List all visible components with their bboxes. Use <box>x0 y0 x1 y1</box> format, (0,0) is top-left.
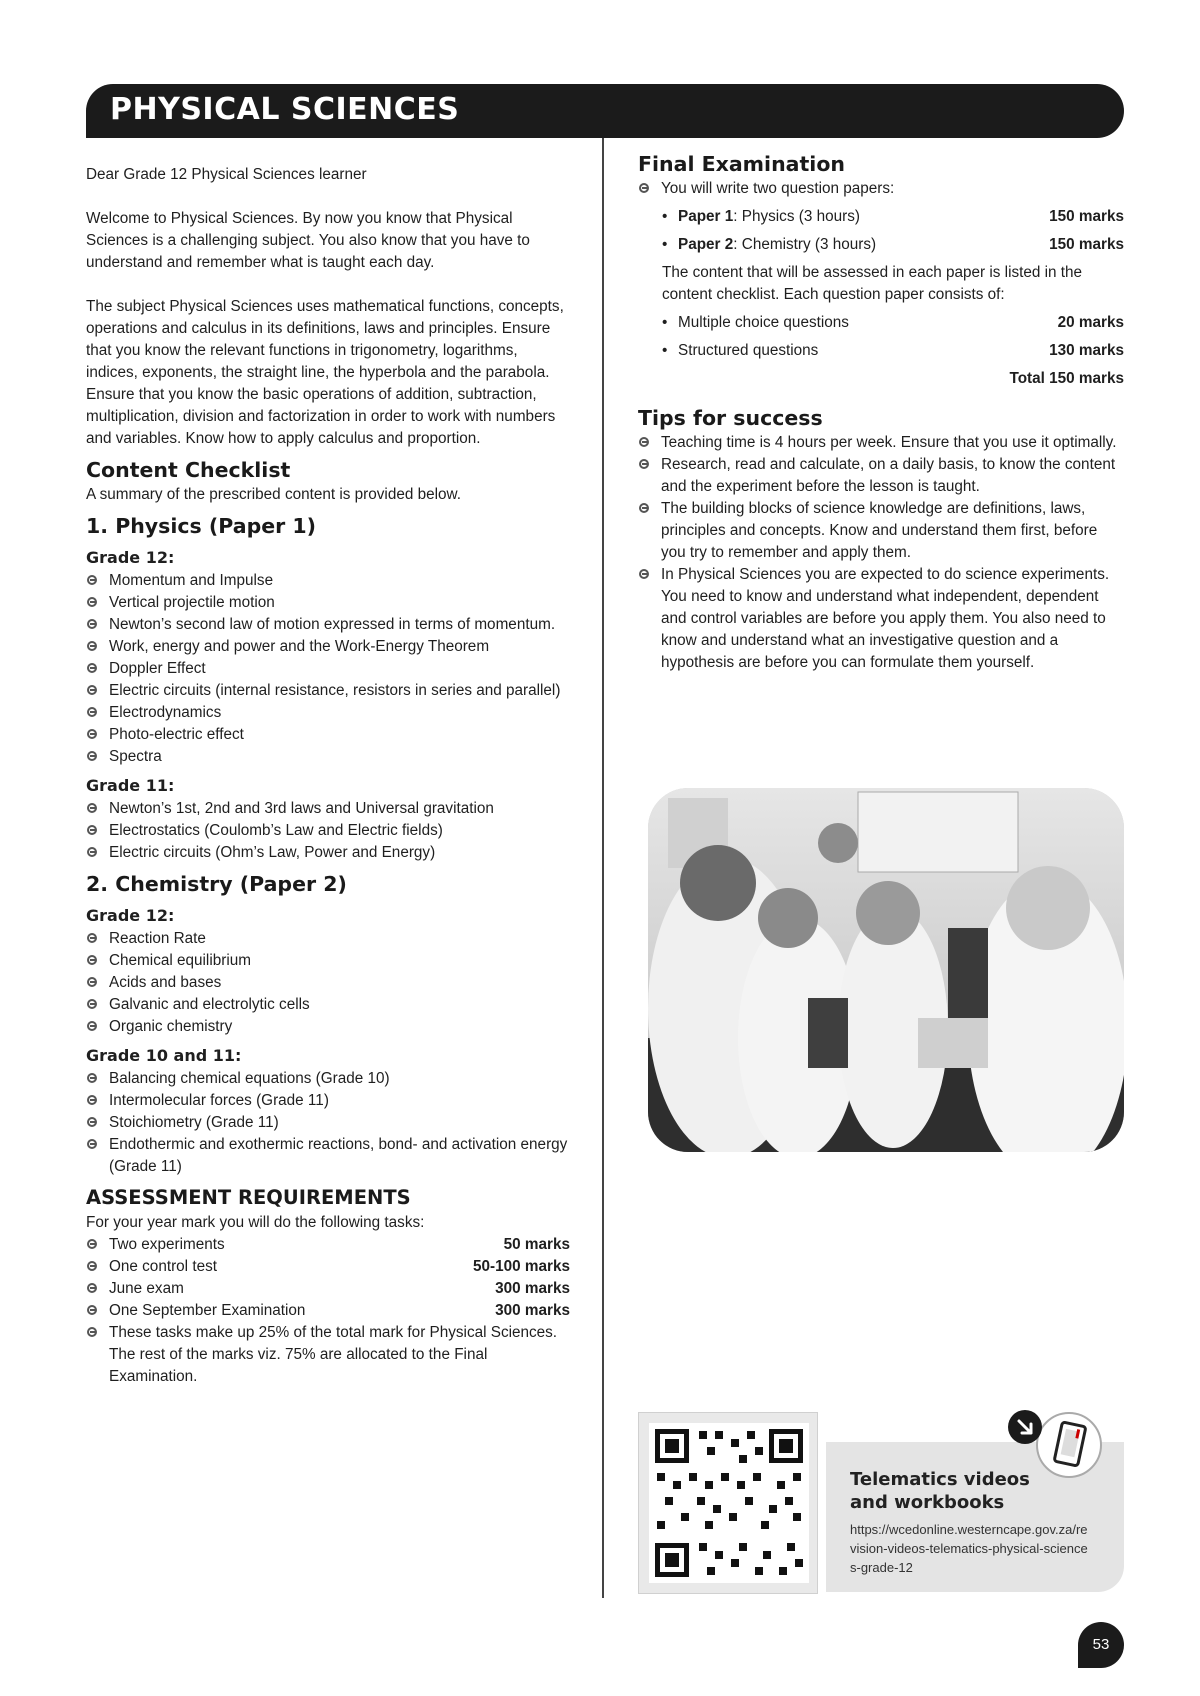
title-banner <box>86 84 1124 138</box>
task-marks: 300 marks <box>495 1302 570 1319</box>
qr-code[interactable] <box>638 1412 818 1594</box>
paper-name: Paper 2 <box>678 236 734 253</box>
content-note: The content that will be assessed in each paper is listed in the content checklist. Each question paper consists of: <box>662 264 1083 303</box>
task-row <box>86 1278 570 1300</box>
paper-marks: 150 marks <box>1049 236 1124 253</box>
intro-paragraph-2: The subject Physical Sciences uses mathematical functions, concepts, operations and calculus in its definitions, laws and principles. Ensure that you know the relevant functions in trigonometry, logarithms, indices, exponents, the straight line, the hyperbola and the parabola. Ensure that you know the basic operations of addition, subtraction, multiplication, division and factorization in order to work with numbers and variables. Know how to apply calculus and proportion. <box>86 298 564 447</box>
total-marks: Total 150 marks <box>1009 370 1124 387</box>
paper-row <box>662 206 1124 228</box>
chemistry-grade12-list <box>86 928 570 1038</box>
task-marks: 300 marks <box>495 1280 570 1297</box>
list-item: Electrodynamics <box>86 702 570 724</box>
list-item: Chemical equilibrium <box>86 950 570 972</box>
task-marks: 50-100 marks <box>473 1258 570 1275</box>
list-item: Acids and bases <box>86 972 570 994</box>
paper-list <box>638 206 1124 256</box>
list-item: Organic chemistry <box>86 1016 570 1038</box>
question-type-marks: 20 marks <box>1057 314 1124 331</box>
assessment-intro: For your year mark you will do the following tasks: <box>86 1214 425 1231</box>
question-type-marks: 130 marks <box>1049 342 1124 359</box>
physics-heading: 1. Physics (Paper 1) <box>86 514 317 538</box>
list-item: Newton’s second law of motion expressed in terms of momentum. <box>86 614 570 636</box>
list-item: Balancing chemical equations (Grade 10) <box>86 1068 570 1090</box>
content-checklist-heading: Content Checklist <box>86 458 291 482</box>
final-exam-intro: You will write two question papers: <box>638 178 1124 200</box>
tips-heading: Tips for success <box>638 406 823 430</box>
question-type-list <box>638 312 1124 362</box>
list-item: Galvanic and electrolytic cells <box>86 994 570 1016</box>
tablet-icon <box>1036 1412 1102 1478</box>
column-divider <box>602 138 604 1598</box>
list-item: Electric circuits (internal resistance, resistors in series and parallel) <box>86 680 570 702</box>
task-label: One September Examination <box>109 1302 306 1319</box>
physics-grade11-list <box>86 798 570 864</box>
task-row <box>86 1234 570 1256</box>
physics-grade12-list <box>86 570 570 768</box>
paper-detail: : Chemistry (3 hours) <box>733 236 877 253</box>
list-item: Vertical projectile motion <box>86 592 570 614</box>
chemistry-heading: 2. Chemistry (Paper 2) <box>86 872 347 896</box>
list-item: Electrostatics (Coulomb’s Law and Electric fields) <box>86 820 570 842</box>
paper-name: Paper 1 <box>678 208 734 225</box>
task-label: One control test <box>109 1258 217 1275</box>
paper-marks: 150 marks <box>1049 208 1124 225</box>
intro-paragraph-1: Welcome to Physical Sciences. By now you know that Physical Sciences is a challenging subject. You also know that you have to understand and remember what is taught each day. <box>86 210 530 271</box>
list-item: Photo-electric effect <box>86 724 570 746</box>
question-type-row <box>662 312 1124 334</box>
page-number: 53 <box>1078 1622 1124 1668</box>
list-item: Work, energy and power and the Work-Energy Theorem <box>86 636 570 658</box>
task-row <box>86 1300 570 1322</box>
page-title: PHYSICAL SCIENCES <box>110 92 460 127</box>
students-lab-photo <box>648 788 1124 1152</box>
list-item: Spectra <box>86 746 570 768</box>
list-item: In Physical Sciences you are expected to do science experiments. You need to know and understand what independent, dependent and control variables are before you apply them. You also need to know and understand what an investigative question and a hypothesis are before you can formulate them yourself. <box>638 564 1124 674</box>
task-label: June exam <box>109 1280 184 1297</box>
list-item: Doppler Effect <box>86 658 570 680</box>
task-label: Two experiments <box>109 1236 225 1253</box>
assessment-note: These tasks make up 25% of the total mark for Physical Sciences. The rest of the marks viz. 75% are allocated to the Final Examination. <box>86 1322 570 1388</box>
chemistry-grade1011-list <box>86 1068 570 1178</box>
list-item: The building blocks of science knowledge are definitions, laws, principles and concepts. Know and understand them first, before you try to remember and apply them. <box>638 498 1124 564</box>
final-exam-heading: Final Examination <box>638 152 846 176</box>
content-checklist-summary: A summary of the prescribed content is provided below. <box>86 486 461 503</box>
physics-grade12-heading: Grade 12: <box>86 548 175 567</box>
assessment-task-list <box>86 1234 570 1388</box>
greeting: Dear Grade 12 Physical Sciences learner <box>86 166 367 183</box>
telematics-title: Telematics videos and workbooks <box>850 1469 1030 1513</box>
paper-row <box>662 234 1124 256</box>
telematics-link[interactable]: https://wcedonline.westerncape.gov.za/revision-videos-telematics-physical-sciences-grade-12 <box>850 1522 1088 1575</box>
assessment-heading: ASSESSMENT REQUIREMENTS <box>86 1186 411 1209</box>
list-item: Momentum and Impulse <box>86 570 570 592</box>
left-column <box>86 164 570 1388</box>
right-column <box>638 150 1124 674</box>
paper-detail: : Physics (3 hours) <box>733 208 860 225</box>
arrow-down-right-icon <box>1008 1410 1042 1444</box>
list-item: Endothermic and exothermic reactions, bond- and activation energy (Grade 11) <box>86 1134 570 1178</box>
tips-list <box>638 432 1124 674</box>
task-row <box>86 1256 570 1278</box>
physics-grade11-heading: Grade 11: <box>86 776 175 795</box>
list-item: Electric circuits (Ohm’s Law, Power and Energy) <box>86 842 570 864</box>
list-item: Research, read and calculate, on a daily basis, to know the content and the experiment before the lesson is taught. <box>638 454 1124 498</box>
question-type-label: • Multiple choice questions <box>678 314 849 331</box>
list-item: Newton’s 1st, 2nd and 3rd laws and Universal gravitation <box>86 798 570 820</box>
list-item: Intermolecular forces (Grade 11) <box>86 1090 570 1112</box>
question-type-row <box>662 340 1124 362</box>
list-item: Teaching time is 4 hours per week. Ensure that you use it optimally. <box>638 432 1124 454</box>
question-type-label: • Structured questions <box>678 342 819 359</box>
chemistry-grade12-heading: Grade 12: <box>86 906 175 925</box>
list-item: Reaction Rate <box>86 928 570 950</box>
final-exam-list <box>638 178 1124 200</box>
chemistry-grade1011-heading: Grade 10 and 11: <box>86 1046 242 1065</box>
task-marks: 50 marks <box>503 1236 570 1253</box>
list-item: Stoichiometry (Grade 11) <box>86 1112 570 1134</box>
